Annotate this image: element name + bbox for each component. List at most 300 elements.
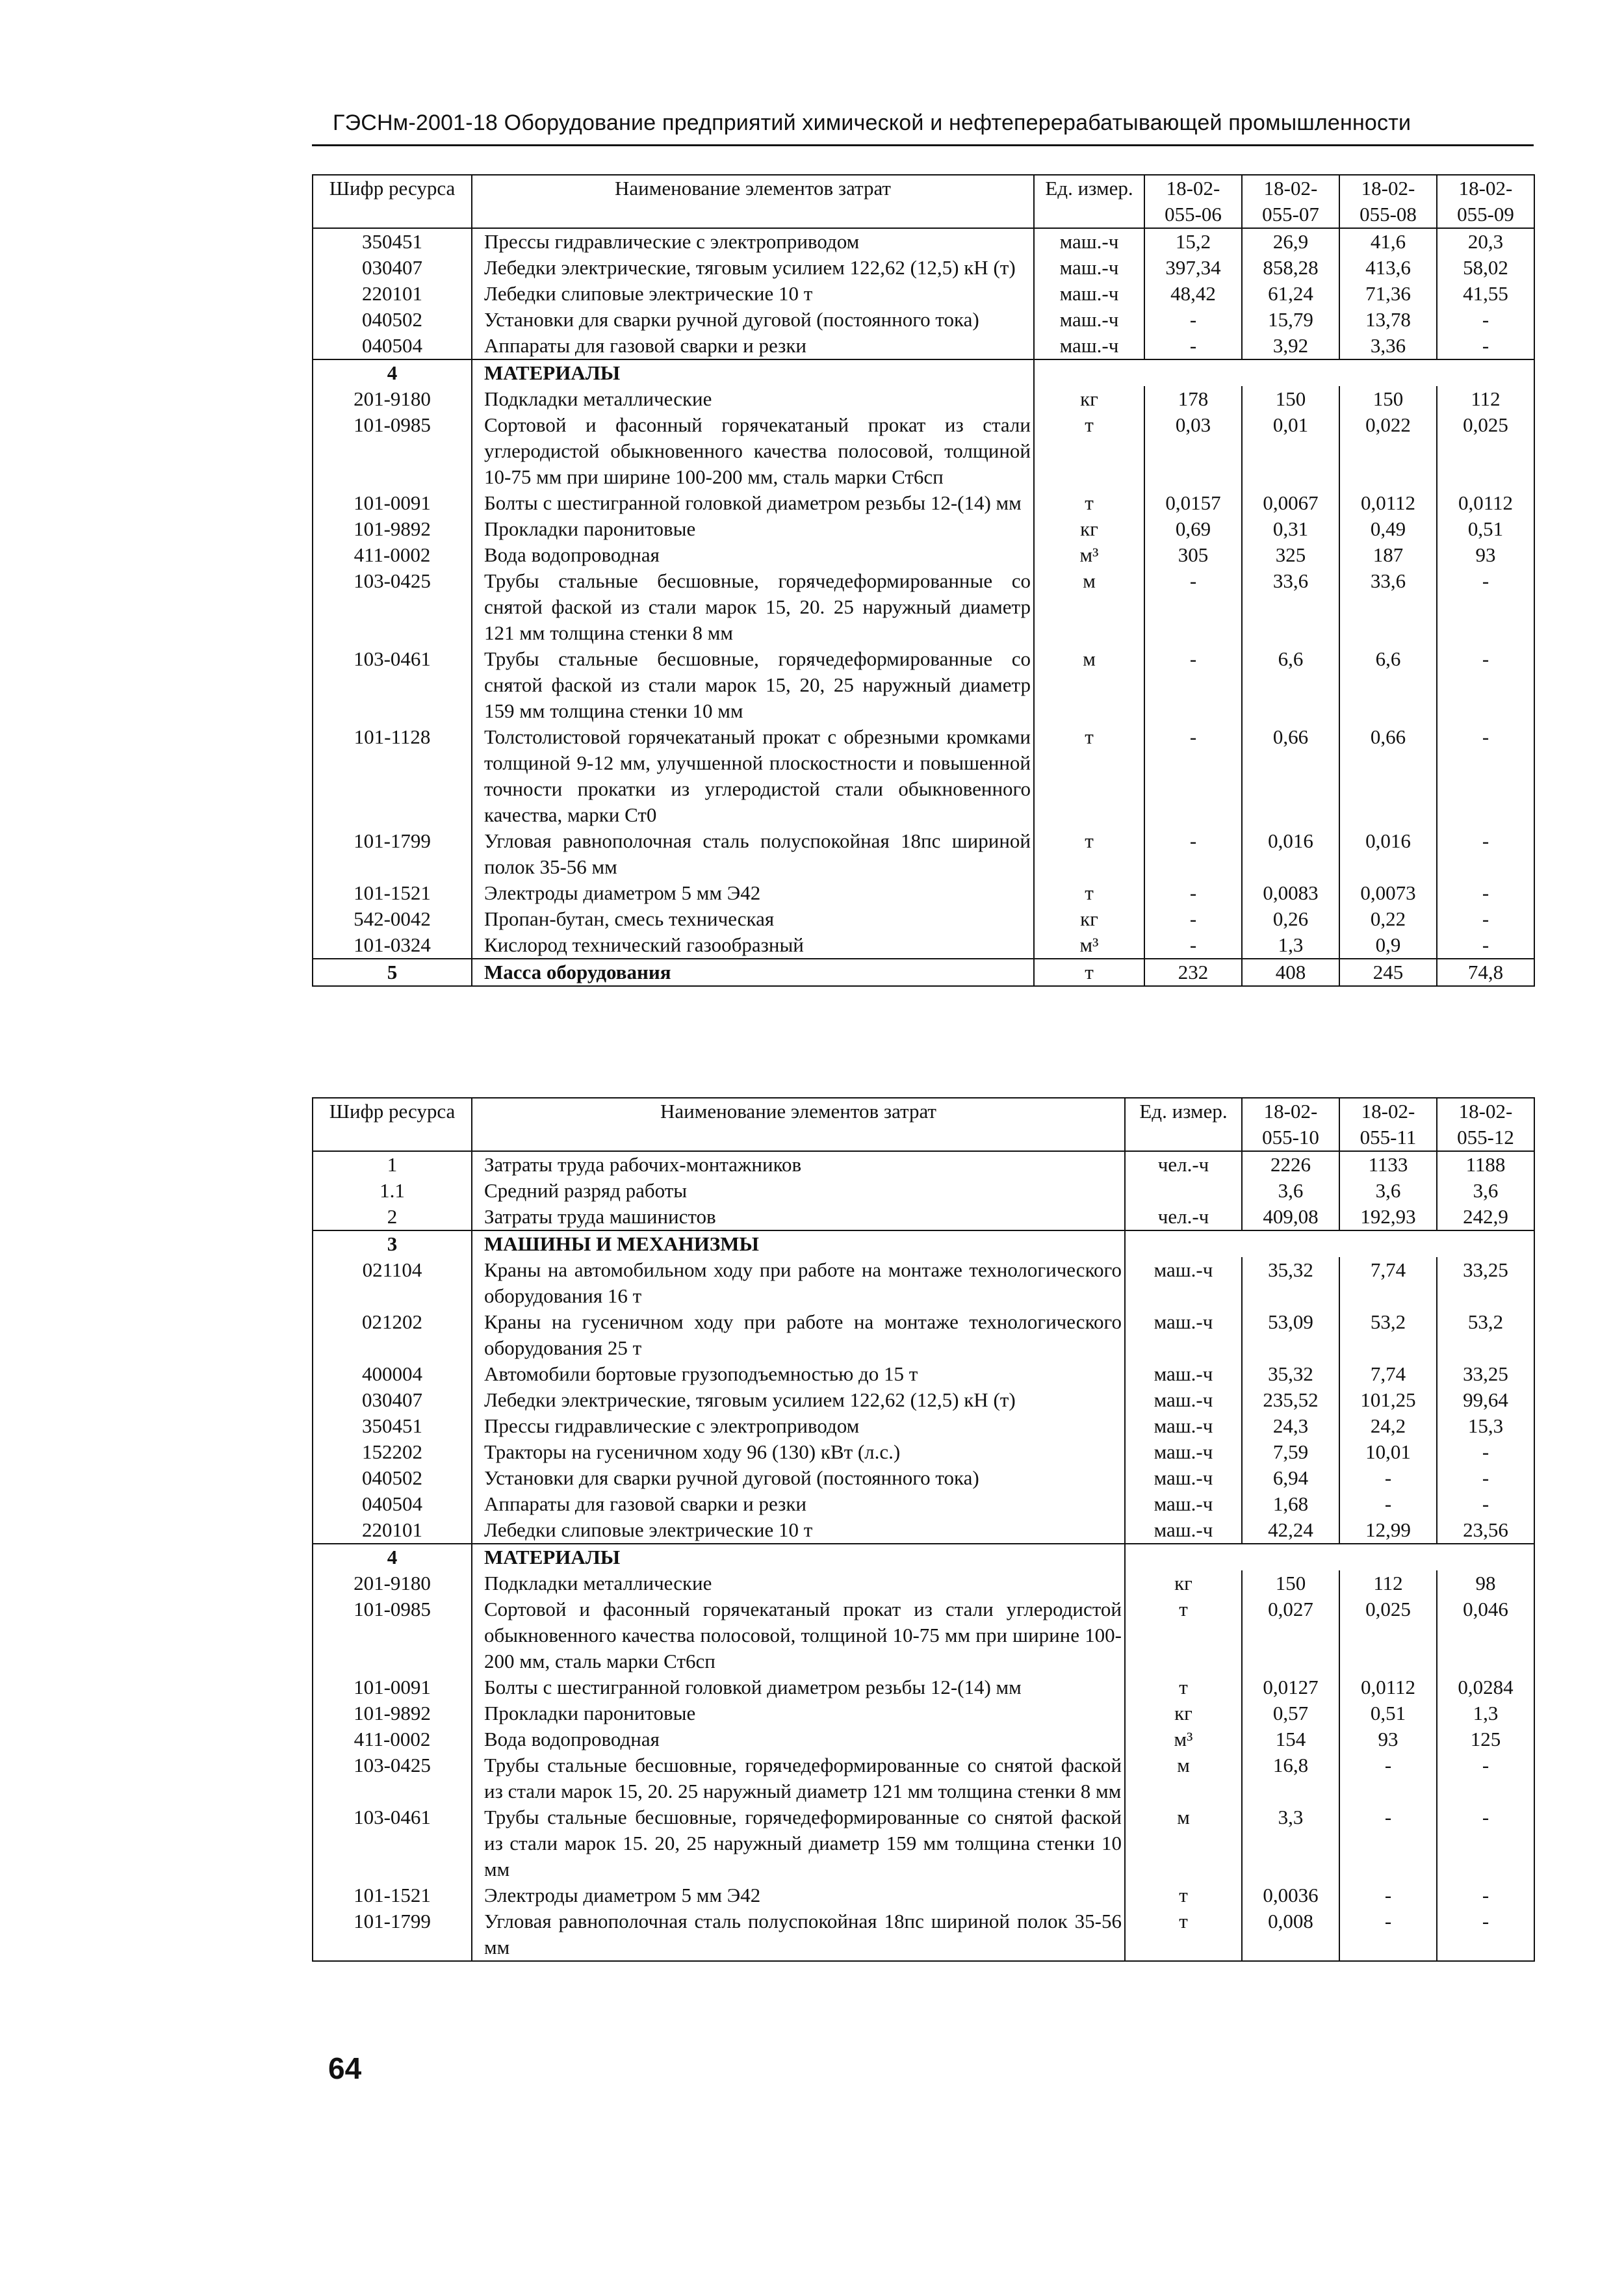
value-cell: -: [1339, 1882, 1437, 1908]
resource-code: 411-0002: [313, 542, 472, 568]
value-cell: 93: [1339, 1726, 1437, 1752]
value-cell: 305: [1144, 542, 1242, 568]
value-cell: -: [1144, 828, 1242, 880]
col-header-c2: 18-02-055-11: [1339, 1098, 1437, 1151]
resource-code: 101-0985: [313, 1596, 472, 1674]
value-cell: 1,3: [1437, 1700, 1534, 1726]
value-cell: 26,9: [1242, 228, 1339, 255]
table-header-row: [313, 1098, 1534, 1151]
value-cell: 41,6: [1339, 228, 1437, 255]
unit-of-measure: м³: [1125, 1726, 1242, 1752]
value-cell: -: [1437, 646, 1534, 724]
value-cell: 192,93: [1339, 1204, 1437, 1230]
table-row: [313, 1596, 1534, 1674]
value-cell: 150: [1242, 1570, 1339, 1596]
resource-code: 040504: [313, 1491, 472, 1517]
cost-element-name: Установки для сварки ручной дуговой (постоянного тока): [472, 1465, 1125, 1491]
value-cell: -: [1339, 1491, 1437, 1517]
table-row: [313, 959, 1534, 986]
value-cell: 0,31: [1242, 516, 1339, 542]
value-cell: 0,016: [1339, 828, 1437, 880]
value-cell: 13,78: [1339, 307, 1437, 333]
value-cell: 0,69: [1144, 516, 1242, 542]
unit-of-measure: [1125, 1178, 1242, 1204]
table-row: [313, 1882, 1534, 1908]
value-cell: 112: [1339, 1570, 1437, 1596]
table-row: [313, 1204, 1534, 1230]
value-cell: -: [1437, 1804, 1534, 1882]
cost-element-name: Трубы стальные бесшовные, горячедеформированные со снятой фаской из стали марок 15. 20, 25 наружный диаметр 159 мм толщина стенки 10 мм: [472, 1804, 1125, 1882]
table-row: [313, 228, 1534, 255]
table-row: [313, 281, 1534, 307]
resource-code: 021104: [313, 1257, 472, 1309]
value-cell: 413,6: [1339, 255, 1437, 281]
table-row: [313, 1570, 1534, 1596]
table-row: [313, 1465, 1534, 1491]
value-cell: 58,02: [1437, 255, 1534, 281]
resource-code: 103-0461: [313, 1804, 472, 1882]
resource-code: 101-9892: [313, 516, 472, 542]
value-cell: 0,51: [1437, 516, 1534, 542]
table-row: [313, 724, 1534, 828]
table-row: [313, 1387, 1534, 1413]
cost-element-name: Электроды диаметром 5 мм Э42: [472, 880, 1034, 906]
table-row: [313, 646, 1534, 724]
value-cell: 101,25: [1339, 1387, 1437, 1413]
value-cell: 408: [1242, 959, 1339, 986]
table-row: [313, 906, 1534, 932]
cost-element-name: Прессы гидравлические с электроприводом: [472, 228, 1034, 255]
value-cell: 7,59: [1242, 1439, 1339, 1465]
value-cell: 61,24: [1242, 281, 1339, 307]
resource-code: 030407: [313, 1387, 472, 1413]
value-cell: 0,01: [1242, 412, 1339, 490]
value-cell: -: [1437, 1465, 1534, 1491]
value-cell: -: [1437, 568, 1534, 646]
value-cell: 0,0067: [1242, 490, 1339, 516]
unit-of-measure: м³: [1034, 932, 1144, 959]
value-cell: 53,09: [1242, 1309, 1339, 1361]
table-row: [313, 490, 1534, 516]
section-row: [313, 359, 1534, 386]
cost-element-name: Болты с шестигранной головкой диаметром резьбы 12-(14) мм: [472, 1674, 1125, 1700]
cost-element-name: Подкладки металлические: [472, 1570, 1125, 1596]
cost-element-name: МАТЕРИАЛЫ: [472, 1544, 1125, 1570]
value-cell: -: [1339, 1804, 1437, 1882]
unit-of-measure: маш.-ч: [1034, 281, 1144, 307]
table-row: [313, 1674, 1534, 1700]
table-row: [313, 1908, 1534, 1961]
unit-of-measure: маш.-ч: [1125, 1439, 1242, 1465]
col-header-c1: 18-02-055-10: [1242, 1098, 1339, 1151]
value-cell: 10,01: [1339, 1439, 1437, 1465]
value-cell: 6,94: [1242, 1465, 1339, 1491]
table-row: [313, 1309, 1534, 1361]
table-row: [313, 542, 1534, 568]
value-cell: 0,025: [1339, 1596, 1437, 1674]
cost-element-name: Установки для сварки ручной дуговой (постоянного тока): [472, 307, 1034, 333]
value-cell: 16,8: [1242, 1752, 1339, 1804]
header-rule: [312, 144, 1534, 146]
cost-element-name: Трубы стальные бесшовные, горячедеформированные со снятой фаской из стали марок 15, 20. 25 наружный диаметр 121 мм толщина стенки 8 мм: [472, 1752, 1125, 1804]
value-cell: 397,34: [1144, 255, 1242, 281]
cost-element-name: Подкладки металлические: [472, 386, 1034, 412]
col-header-name: Наименование элементов затрат: [472, 1098, 1125, 1151]
unit-of-measure: маш.-ч: [1125, 1491, 1242, 1517]
table-row: [313, 1491, 1534, 1517]
resource-code: 542-0042: [313, 906, 472, 932]
value-cell: -: [1437, 1752, 1534, 1804]
unit-of-measure: т: [1125, 1882, 1242, 1908]
value-cell: 0,0157: [1144, 490, 1242, 516]
resource-code: 101-0091: [313, 1674, 472, 1700]
unit-of-measure: т: [1034, 490, 1144, 516]
table-row: [313, 1151, 1534, 1178]
value-cell: 0,0073: [1339, 880, 1437, 906]
resource-code: 103-0461: [313, 646, 472, 724]
value-cell: 409,08: [1242, 1204, 1339, 1230]
resource-code: 101-1128: [313, 724, 472, 828]
value-cell: -: [1144, 307, 1242, 333]
value-cell: -: [1144, 724, 1242, 828]
value-cell: 15,2: [1144, 228, 1242, 255]
resource-code: 201-9180: [313, 1570, 472, 1596]
value-cell: 23,56: [1437, 1517, 1534, 1544]
value-cell: 0,0127: [1242, 1674, 1339, 1700]
value-cell: 3,36: [1339, 333, 1437, 359]
table-row: [313, 1517, 1534, 1544]
value-cell: 15,3: [1437, 1413, 1534, 1439]
empty-cell: [1125, 1544, 1534, 1570]
cost-element-name: Прессы гидравлические с электроприводом: [472, 1413, 1125, 1439]
unit-of-measure: маш.-ч: [1125, 1413, 1242, 1439]
value-cell: 0,66: [1339, 724, 1437, 828]
value-cell: 0,9: [1339, 932, 1437, 959]
value-cell: -: [1437, 1882, 1534, 1908]
value-cell: 41,55: [1437, 281, 1534, 307]
unit-of-measure: маш.-ч: [1034, 255, 1144, 281]
value-cell: 24,3: [1242, 1413, 1339, 1439]
table-row: [313, 412, 1534, 490]
cost-element-name: Средний разряд работы: [472, 1178, 1125, 1204]
cost-element-name: Сортовой и фасонный горячекатаный прокат из стали углеродистой обыкновенного качества полосовой, толщиной 10-75 мм при ширине 100-200 мм, сталь марки Ст6сп: [472, 412, 1034, 490]
value-cell: 0,046: [1437, 1596, 1534, 1674]
value-cell: -: [1144, 880, 1242, 906]
cost-element-name: Лебедки слиповые электрические 10 т: [472, 1517, 1125, 1544]
unit-of-measure: м: [1125, 1804, 1242, 1882]
value-cell: 0,0083: [1242, 880, 1339, 906]
value-cell: 1188: [1437, 1151, 1534, 1178]
value-cell: 33,6: [1242, 568, 1339, 646]
cost-element-name: Лебедки электрические, тяговым усилием 122,62 (12,5) кН (т): [472, 1387, 1125, 1413]
value-cell: 7,74: [1339, 1257, 1437, 1309]
cost-element-name: МАТЕРИАЛЫ: [472, 359, 1034, 386]
table-row: [313, 1804, 1534, 1882]
unit-of-measure: т: [1125, 1674, 1242, 1700]
value-cell: 178: [1144, 386, 1242, 412]
unit-of-measure: т: [1034, 880, 1144, 906]
value-cell: 1,3: [1242, 932, 1339, 959]
value-cell: 42,24: [1242, 1517, 1339, 1544]
value-cell: -: [1144, 568, 1242, 646]
unit-of-measure: т: [1034, 724, 1144, 828]
table-row: [313, 1361, 1534, 1387]
value-cell: 325: [1242, 542, 1339, 568]
table-row: [313, 1413, 1534, 1439]
value-cell: 3,3: [1242, 1804, 1339, 1882]
cost-element-name: Болты с шестигранной головкой диаметром резьбы 12-(14) мм: [472, 490, 1034, 516]
value-cell: 0,0284: [1437, 1674, 1534, 1700]
value-cell: -: [1437, 333, 1534, 359]
value-cell: 35,32: [1242, 1361, 1339, 1387]
value-cell: 1,68: [1242, 1491, 1339, 1517]
col-header-unit: Ед. измер.: [1034, 175, 1144, 228]
value-cell: 3,6: [1242, 1178, 1339, 1204]
value-cell: 0,022: [1339, 412, 1437, 490]
table-header-row: [313, 175, 1534, 228]
value-cell: -: [1437, 906, 1534, 932]
cost-element-name: Краны на гусеничном ходу при работе на монтаже технологического оборудования 25 т: [472, 1309, 1125, 1361]
cost-element-name: МАШИНЫ И МЕХАНИЗМЫ: [472, 1230, 1125, 1257]
cost-element-name: Аппараты для газовой сварки и резки: [472, 1491, 1125, 1517]
resource-code: 411-0002: [313, 1726, 472, 1752]
value-cell: 35,32: [1242, 1257, 1339, 1309]
value-cell: 74,8: [1437, 959, 1534, 986]
cost-element-name: Тракторы на гусеничном ходу 96 (130) кВт (л.с.): [472, 1439, 1125, 1465]
col-header-c1: 18-02-055-06: [1144, 175, 1242, 228]
value-cell: 0,008: [1242, 1908, 1339, 1961]
value-cell: -: [1437, 307, 1534, 333]
empty-cell: [1125, 1230, 1534, 1257]
table-row: [313, 1700, 1534, 1726]
cost-element-name: Краны на автомобильном ходу при работе на монтаже технологического оборудования 16 т: [472, 1257, 1125, 1309]
value-cell: 187: [1339, 542, 1437, 568]
section-row: [313, 1544, 1534, 1570]
resource-code: 101-0091: [313, 490, 472, 516]
unit-of-measure: маш.-ч: [1125, 1309, 1242, 1361]
cost-element-name: Масса оборудования: [472, 959, 1034, 986]
resource-code: 220101: [313, 1517, 472, 1544]
value-cell: 3,6: [1437, 1178, 1534, 1204]
value-cell: 0,22: [1339, 906, 1437, 932]
table-row: [313, 255, 1534, 281]
table-row: [313, 1257, 1534, 1309]
value-cell: 0,025: [1437, 412, 1534, 490]
value-cell: 93: [1437, 542, 1534, 568]
value-cell: 0,49: [1339, 516, 1437, 542]
value-cell: -: [1339, 1465, 1437, 1491]
value-cell: 0,57: [1242, 1700, 1339, 1726]
resource-code: 4: [313, 1544, 472, 1570]
unit-of-measure: т: [1034, 828, 1144, 880]
cost-element-name: Кислород технический газообразный: [472, 932, 1034, 959]
table-row: [313, 1178, 1534, 1204]
unit-of-measure: маш.-ч: [1125, 1361, 1242, 1387]
cost-element-name: Лебедки электрические, тяговым усилием 122,62 (12,5) кН (т): [472, 255, 1034, 281]
value-cell: -: [1437, 724, 1534, 828]
unit-of-measure: кг: [1034, 516, 1144, 542]
table-row: [313, 386, 1534, 412]
value-cell: 0,0112: [1339, 1674, 1437, 1700]
value-cell: 33,6: [1339, 568, 1437, 646]
resource-code: 350451: [313, 228, 472, 255]
value-cell: 53,2: [1437, 1309, 1534, 1361]
value-cell: 0,51: [1339, 1700, 1437, 1726]
cost-element-name: Прокладки паронитовые: [472, 516, 1034, 542]
cost-element-name: Вода водопроводная: [472, 542, 1034, 568]
value-cell: 0,0112: [1339, 490, 1437, 516]
value-cell: 0,66: [1242, 724, 1339, 828]
col-header-code: Шифр ресурса: [313, 175, 472, 228]
unit-of-measure: чел.-ч: [1125, 1151, 1242, 1178]
value-cell: 33,25: [1437, 1361, 1534, 1387]
cost-element-name: Угловая равнополочная сталь полуспокойная 18пс шириной полок 35-56 мм: [472, 828, 1034, 880]
col-header-c2: 18-02-055-07: [1242, 175, 1339, 228]
resource-code: 040502: [313, 307, 472, 333]
value-cell: 3,6: [1339, 1178, 1437, 1204]
value-cell: -: [1437, 1491, 1534, 1517]
value-cell: -: [1339, 1908, 1437, 1961]
cost-element-name: Автомобили бортовые грузоподъемностью до 15 т: [472, 1361, 1125, 1387]
unit-of-measure: маш.-ч: [1125, 1517, 1242, 1544]
resource-code: 101-9892: [313, 1700, 472, 1726]
col-header-c3: 18-02-055-12: [1437, 1098, 1534, 1151]
value-cell: 112: [1437, 386, 1534, 412]
unit-of-measure: м: [1034, 646, 1144, 724]
value-cell: 7,74: [1339, 1361, 1437, 1387]
table-row: [313, 516, 1534, 542]
resource-code: 103-0425: [313, 568, 472, 646]
value-cell: 242,9: [1437, 1204, 1534, 1230]
cost-element-name: Затраты труда рабочих-монтажников: [472, 1151, 1125, 1178]
value-cell: 6,6: [1242, 646, 1339, 724]
cost-element-name: Трубы стальные бесшовные, горячедеформированные со снятой фаской из стали марок 15, 20. 25 наружный диаметр 121 мм толщина стенки 8 мм: [472, 568, 1034, 646]
table-row: [313, 1726, 1534, 1752]
table-body: [313, 1151, 1534, 1961]
table-row: [313, 1752, 1534, 1804]
table-row: [313, 333, 1534, 359]
unit-of-measure: т: [1125, 1908, 1242, 1961]
unit-of-measure: м³: [1034, 542, 1144, 568]
cost-element-name: Трубы стальные бесшовные, горячедеформированные со снятой фаской из стали марок 15, 20, 25 наружный диаметр 159 мм толщина стенки 10 мм: [472, 646, 1034, 724]
value-cell: -: [1437, 1908, 1534, 1961]
value-cell: -: [1144, 932, 1242, 959]
value-cell: -: [1339, 1752, 1437, 1804]
table-row: [313, 932, 1534, 959]
cost-element-name: Затраты труда машинистов: [472, 1204, 1125, 1230]
cost-element-name: Лебедки слиповые электрические 10 т: [472, 281, 1034, 307]
value-cell: -: [1144, 906, 1242, 932]
resource-code: 101-1521: [313, 880, 472, 906]
unit-of-measure: маш.-ч: [1034, 333, 1144, 359]
value-cell: 858,28: [1242, 255, 1339, 281]
value-cell: 0,03: [1144, 412, 1242, 490]
col-header-code: Шифр ресурса: [313, 1098, 472, 1151]
value-cell: 24,2: [1339, 1413, 1437, 1439]
col-header-unit: Ед. измер.: [1125, 1098, 1242, 1151]
empty-cell: [1034, 359, 1534, 386]
table-row: [313, 568, 1534, 646]
cost-element-name: Толстолистовой горячекатаный прокат с обрезными кромками толщиной 9-12 мм, улучшенной плоскостности и повышенной точности прокатки из углеродистой стали обыкновенного качества, марки Ст0: [472, 724, 1034, 828]
resource-code: 101-1521: [313, 1882, 472, 1908]
resource-code: 4: [313, 359, 472, 386]
value-cell: 232: [1144, 959, 1242, 986]
value-cell: 15,79: [1242, 307, 1339, 333]
resource-code: 3: [313, 1230, 472, 1257]
unit-of-measure: м: [1034, 568, 1144, 646]
value-cell: 48,42: [1144, 281, 1242, 307]
value-cell: 0,027: [1242, 1596, 1339, 1674]
resource-code: 152202: [313, 1439, 472, 1465]
value-cell: 6,6: [1339, 646, 1437, 724]
unit-of-measure: маш.-ч: [1125, 1387, 1242, 1413]
unit-of-measure: маш.-ч: [1125, 1465, 1242, 1491]
resource-code: 101-1799: [313, 828, 472, 880]
unit-of-measure: кг: [1034, 906, 1144, 932]
unit-of-measure: кг: [1125, 1570, 1242, 1596]
resource-code: 040502: [313, 1465, 472, 1491]
resource-code: 201-9180: [313, 386, 472, 412]
resource-code: 400004: [313, 1361, 472, 1387]
section-row: [313, 1230, 1534, 1257]
col-header-name: Наименование элементов затрат: [472, 175, 1034, 228]
value-cell: 245: [1339, 959, 1437, 986]
value-cell: 2226: [1242, 1151, 1339, 1178]
value-cell: 20,3: [1437, 228, 1534, 255]
resource-code: 1.1: [313, 1178, 472, 1204]
value-cell: -: [1437, 828, 1534, 880]
value-cell: 3,92: [1242, 333, 1339, 359]
unit-of-measure: маш.-ч: [1034, 228, 1144, 255]
resource-code: 030407: [313, 255, 472, 281]
cost-element-name: Сортовой и фасонный горячекатаный прокат из стали углеродистой обыкновенного качества полосовой, толщиной 10-75 мм при ширине 100-200 мм, сталь марки Ст6сп: [472, 1596, 1125, 1674]
table-row: [313, 880, 1534, 906]
value-cell: 0,016: [1242, 828, 1339, 880]
table-row: [313, 1439, 1534, 1465]
unit-of-measure: м: [1125, 1752, 1242, 1804]
cost-element-name: Электроды диаметром 5 мм Э42: [472, 1882, 1125, 1908]
resource-code: 103-0425: [313, 1752, 472, 1804]
resource-code: 350451: [313, 1413, 472, 1439]
unit-of-measure: т: [1034, 959, 1144, 986]
value-cell: 0,0036: [1242, 1882, 1339, 1908]
value-cell: -: [1144, 646, 1242, 724]
resource-table-1: [312, 174, 1535, 987]
resource-table-2: [312, 1097, 1535, 1962]
value-cell: -: [1437, 932, 1534, 959]
cost-element-name: Прокладки паронитовые: [472, 1700, 1125, 1726]
unit-of-measure: т: [1125, 1596, 1242, 1674]
col-header-c3: 18-02-055-08: [1339, 175, 1437, 228]
value-cell: 53,2: [1339, 1309, 1437, 1361]
col-header-c4: 18-02-055-09: [1437, 175, 1534, 228]
resource-code: 2: [313, 1204, 472, 1230]
unit-of-measure: кг: [1034, 386, 1144, 412]
unit-of-measure: кг: [1125, 1700, 1242, 1726]
cost-element-name: Пропан-бутан, смесь техническая: [472, 906, 1034, 932]
value-cell: 125: [1437, 1726, 1534, 1752]
resource-code: 5: [313, 959, 472, 986]
value-cell: 1133: [1339, 1151, 1437, 1178]
value-cell: 12,99: [1339, 1517, 1437, 1544]
cost-element-name: Вода водопроводная: [472, 1726, 1125, 1752]
value-cell: 150: [1339, 386, 1437, 412]
unit-of-measure: т: [1034, 412, 1144, 490]
unit-of-measure: маш.-ч: [1125, 1257, 1242, 1309]
unit-of-measure: маш.-ч: [1034, 307, 1144, 333]
table-row: [313, 828, 1534, 880]
value-cell: 99,64: [1437, 1387, 1534, 1413]
